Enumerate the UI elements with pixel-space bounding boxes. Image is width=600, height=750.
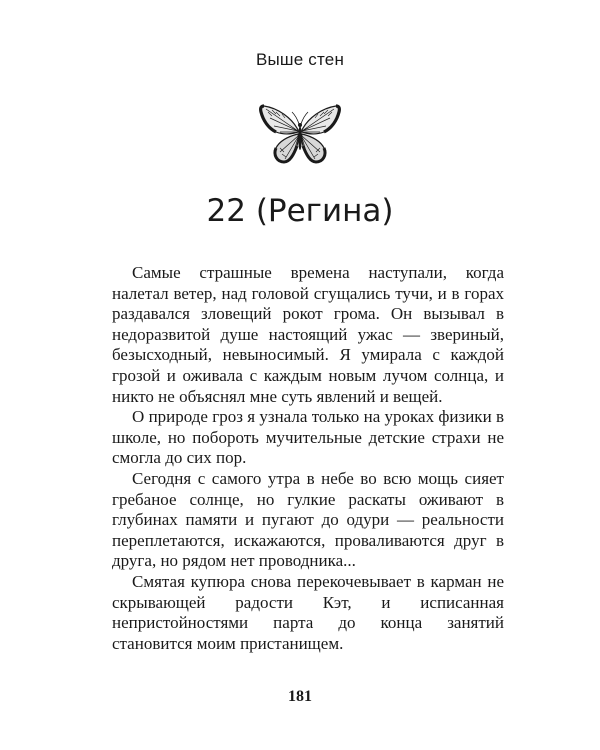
- paragraph: О природе гроз я узнала только на уроках физики в школе, но побороть мучительные детские страхи не смогла до сих пор.: [112, 407, 504, 468]
- paragraph: Самые страшные времена наступали, когда налетал ветер, над головой сгущались тучи, и в горах раздавался зловещий рокот грома. Он вызывал в недоразвитой душе настоящий ужас — звериный, безысходный, невыносимый. Я умирала с каждой грозой и оживала с каждым новым лучом солнца, и никто не объяснял мне суть явлений и вещей.: [112, 263, 504, 406]
- running-head: Выше стен: [255, 50, 345, 69]
- body-text: [112, 263, 504, 654]
- butterfly-icon: [258, 104, 342, 170]
- paragraph: Смятая купюра снова перекочевывает в карман не скрывающей радости Кэт, и исписанная непристойностями парта до конца занятий становится моим пристанищем.: [112, 571, 504, 653]
- paragraph: Сегодня с самого утра в небе во всю мощь сияет гребаное солнце, но гулкие раскаты оживают в глубинах памяти и пугают до одури — реальности переплетаются, искажаются, проваливаются друг в друга, но рядом нет проводника...: [112, 468, 504, 571]
- chapter-title: 22 (Регина): [206, 193, 394, 229]
- page-number: 181: [288, 688, 312, 705]
